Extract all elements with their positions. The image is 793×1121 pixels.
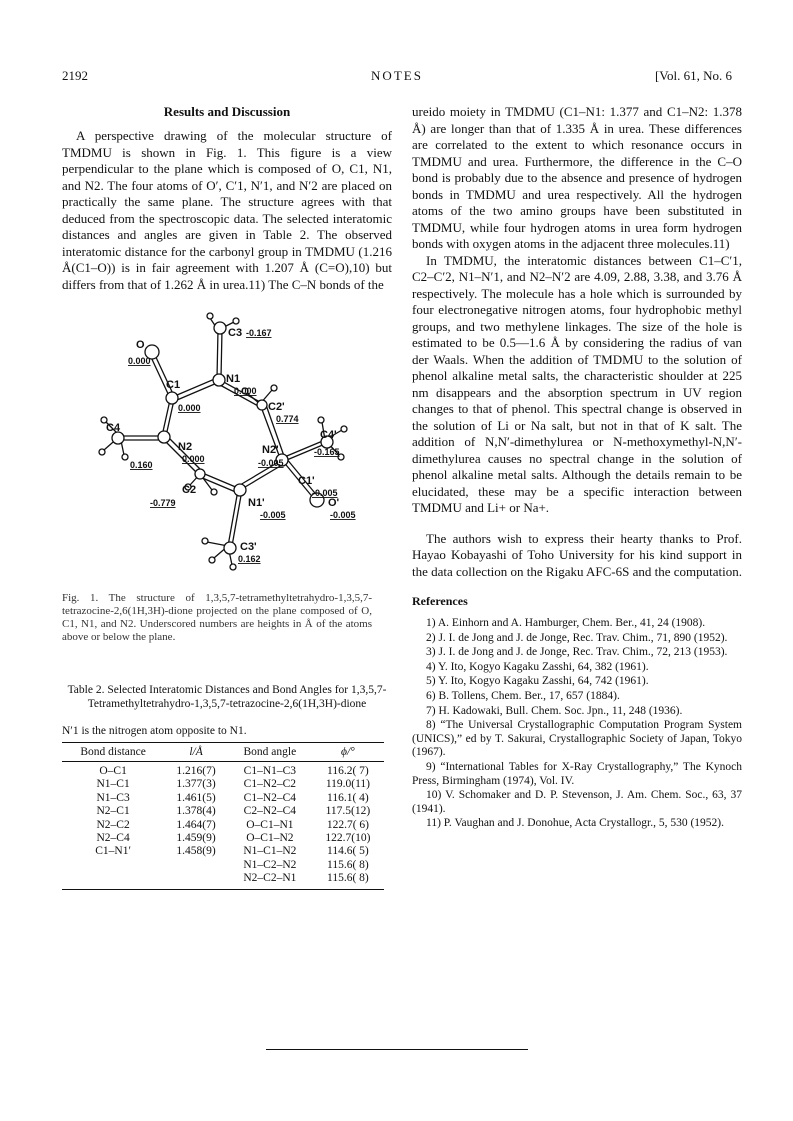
atom-label-c1p: C1' — [298, 475, 315, 487]
references-title: References — [412, 594, 468, 608]
height-n2: 0.000 — [182, 454, 205, 464]
table-row — [62, 819, 384, 832]
reference-item: 2) J. I. de Jong and J. de Jonge, Rec. Trav. Chim., 71, 890 (1952). — [426, 631, 728, 644]
table-row — [62, 762, 384, 779]
reference-item: 10) V. Schomaker and D. P. Stevenson, J. Am. Chem. Soc., 63, 37 (1941). — [412, 789, 742, 815]
table-header: ϕ/° — [312, 743, 384, 762]
table-cell: N2–C4 — [96, 832, 130, 845]
table-cell: 1.216(7) — [176, 765, 216, 777]
table-row — [62, 832, 384, 845]
figure-caption: Fig. 1. The structure of 1,3,5,7-tetramethyltetrahydro-1,3,5,7-tetrazocine-2,6(1H,3H)-dione projected on the plane composed of O, C1, N1, and N2. Underscored numbers are heights in Å of the atoms above or below the plane. — [62, 592, 372, 643]
height-o: 0.000 — [128, 356, 151, 366]
atom-label-c3p: C3' — [240, 541, 257, 553]
table-cell: 1.461(5) — [176, 791, 216, 804]
paragraph-3: In TMDMU, the interatomic distances between C1–C′1, C2–C′2, N1–N′1, and N2–N′2 are 4.09, 2.88, 3.38, and 3.76 Å respectively. The molecule has a hole which is surrounded by four electronegative nitrogen atoms, four hydrophobic methyl groups, and two methylene linkages. The size of the hole is estimated to be 0.5—1.6 Å by considering the radius of van der Waals. When the addition of TMDMU to the solution of phenol alkaline metal salts, the characteristic shoulder at 225 nm disappears and the absorption spectrum in UV region changes to that of phenol. This spectral change is observed in the solution of Li or Na salt, but not in that of K salt. The addition of N,N′-dimethylurea or N-methoxymethyl-N,N′-dimethylurea causes no spectral change in the solution of phenol alkaline metal salts. Although the details remain to be elucidated, these may be a specific interaction between TMDMU and Li+ or Na+. — [412, 252, 742, 515]
atom-label-o: O — [136, 339, 145, 351]
molecule-drawing — [62, 310, 392, 580]
atom-label-c2: C2 — [182, 484, 197, 496]
height-c2p: 0.774 — [276, 414, 299, 424]
right-column — [412, 104, 742, 832]
height-c3p: 0.162 — [238, 554, 261, 564]
table-cell: O–C1–N2 — [246, 832, 294, 845]
table-header: l/Å — [164, 743, 228, 762]
atom-label-c4: C4 — [106, 422, 121, 434]
table-cell: C1–N1–C3 — [243, 765, 297, 777]
paragraph-2: ureido moiety in TMDMU (C1–N1: 1.377 and C1–N2: 1.378 Å) are longer than that of 1.335 Å in urea. These differences are correlated to the extent to which resonance occurs in TMDMU and urea. Furthermore, the difference in the C–O bond is probably due to the absence and presence of hydrogen bonds in TMDMU and urea respectively. All the hydrogen atoms of the two amino groups have been substituted in TMDMU, while four hydrogen atoms in urea form hydrogen bonds with oxygen atoms in the adjacent three molecules.11) — [412, 104, 742, 251]
atom-label-n2: N2 — [178, 441, 193, 453]
atom-label-c4p: C4' — [320, 429, 337, 441]
page-number: 2192 — [62, 68, 88, 83]
table-row — [62, 845, 384, 858]
table-cell: 119.0(11) — [325, 778, 370, 791]
table-cell: 116.1( 4) — [327, 791, 369, 804]
table-row — [62, 778, 384, 791]
table-cell — [62, 872, 164, 889]
data-table — [62, 742, 384, 890]
table-cell: 114.6( 5) — [327, 845, 369, 858]
table-cell — [62, 859, 164, 872]
table-cell — [164, 859, 228, 872]
table-cell: 1.378(4) — [176, 805, 216, 818]
atom-label-c2p: C2' — [268, 401, 285, 413]
height-n2p: -0.005 — [258, 458, 284, 468]
height-c4p: -0.165 — [314, 447, 340, 457]
table-cell: O–C1–N1 — [246, 818, 294, 831]
height-c2: -0.779 — [150, 498, 176, 508]
reference-item: 8) “The Universal Crystallographic Computation Program System (UNICS),” ed by T. Sakurai, Crystallographic Society of Japan, Tokyo (1967). — [412, 719, 742, 759]
reference-item: 6) B. Tollens, Chem. Ber., 17, 657 (1884). — [426, 689, 620, 702]
atom-label-op: O' — [328, 497, 340, 509]
left-column — [62, 104, 392, 293]
reference-item: 5) Y. Ito, Kogyo Kagaku Zasshi, 64, 742 (1961). — [426, 675, 649, 688]
reference-item: 11) P. Vaughan and J. Donohue, Acta Crystallogr., 5, 530 (1952). — [426, 817, 725, 830]
table-cell: 117.5(12) — [325, 805, 371, 818]
height-op: -0.005 — [330, 510, 356, 520]
figure-1 — [62, 310, 392, 580]
table-header-row — [62, 743, 384, 762]
atom-label-n2p: N2' — [262, 444, 279, 456]
table-cell: N2–C2 — [96, 818, 130, 831]
table-cell: 122.7( 6) — [326, 818, 369, 831]
reference-item: 7) H. Kadowaki, Bull. Chem. Soc. Jpn., 11, 248 (1936). — [426, 704, 683, 717]
atom-label-c1: C1 — [166, 379, 181, 391]
reference-item: 9) “International Tables for X-Ray Crystallography,” The Kynoch Press, Birmingham (1974), Vol. IV. — [412, 760, 742, 787]
table-row — [62, 792, 384, 805]
reference-item: 1) A. Einhorn and A. Hamburger, Chem. Ber., 41, 24 (1908). — [426, 617, 706, 629]
table-cell: C1–N1′ — [95, 845, 131, 858]
atom-label-n1p: N1' — [248, 497, 265, 509]
atom-label-n1: N1 — [226, 373, 241, 385]
table-cell — [164, 872, 228, 889]
table-cell: N2–C1 — [96, 805, 130, 818]
height-c1: 0.000 — [178, 403, 201, 413]
table-cell: 115.6( 8) — [312, 872, 384, 889]
table-cell: N2–C2–N1 — [228, 872, 312, 889]
volume-info: [Vol. 61, No. 6 — [654, 68, 732, 83]
table-cell: N1–C2–N2 — [243, 858, 297, 871]
end-rule — [266, 1049, 528, 1050]
table-cell: 115.6( 8) — [327, 858, 369, 871]
table-header: Bond distance — [62, 743, 164, 762]
table-cell: N1–C1–N2 — [243, 845, 297, 858]
table-cell: 1.458(9) — [176, 845, 216, 858]
table-header: Bond angle — [228, 743, 312, 762]
table-cell: O–C1 — [99, 765, 127, 777]
table-cell: N1–C1 — [96, 778, 130, 791]
table-note: N′1 is the nitrogen atom opposite to N1. — [62, 725, 247, 737]
acknowledgement: The authors wish to express their hearty thanks to Prof. Hayao Kobayashi of Toho University for his kind support in the data collection on the Rigaku AFC-6S and the computation. — [412, 530, 742, 579]
table-cell: C1–N2–C2 — [243, 778, 297, 791]
height-c3: -0.167 — [246, 328, 272, 338]
table-row — [62, 859, 384, 872]
table-cell: 1.459(9) — [176, 832, 216, 845]
section-title: Results and Discussion — [163, 104, 291, 119]
table-cell: C2–N2–C4 — [243, 805, 297, 818]
height-n1p: -0.005 — [260, 510, 286, 520]
table-row — [62, 805, 384, 818]
table-cell: C1–N2–C4 — [243, 791, 297, 804]
height-n1: 0.000 — [234, 386, 257, 396]
table-cell: N1–C3 — [96, 791, 130, 804]
running-title: NOTES — [371, 68, 423, 83]
table-cell: 1.377(3) — [176, 778, 216, 791]
height-c4: 0.160 — [130, 460, 153, 470]
table-cell: 116.2( 7) — [327, 765, 369, 777]
atom-label-c3: C3 — [228, 327, 243, 339]
page-header — [62, 68, 732, 86]
table-cell: 122.7(10) — [325, 832, 371, 845]
paragraph-1: A perspective drawing of the molecular structure of TMDMU is shown in Fig. 1. This figure is a view perpendicular to the plane which is composed of O, C1, N1, and N2. The four atoms of O′, C′1, N′1, and N′2 are placed on practically the same plane. The structure agrees with that deduced from the spectroscopic data. The selected interatomic distances and angles are given in Table 2. The observed interatomic distance for the carbonyl group in TMDMU (1.216 Å(C1–O)) is in fair agreement with 1.207 Å (C=O),10) but differs from that of 1.262 Å in urea.11) The C–N bonds of the — [62, 128, 392, 292]
table-cell: 1.464(7) — [176, 818, 216, 831]
table-title: Table 2. Selected Interatomic Distances and Bond Angles for 1,3,5,7-Tetramethyltetrahydro-1,3,5,7-tetrazocine-2,6(1H,3H)-dione — [67, 684, 387, 710]
height-c1p: -0.005 — [312, 488, 338, 498]
table-row — [62, 872, 384, 889]
reference-item: 4) Y. Ito, Kogyo Kagaku Zasshi, 64, 382 (1961). — [426, 660, 649, 673]
reference-item: 3) J. I. de Jong and J. de Jonge, Rec. Trav. Chim., 72, 213 (1953). — [426, 646, 728, 659]
